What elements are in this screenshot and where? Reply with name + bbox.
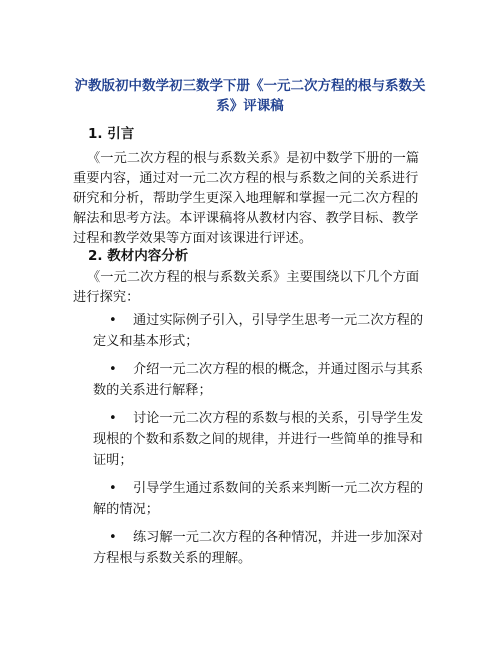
introduction-paragraph: 《一元二次方程的根与系数关系》是初中数学下册的一篇重要内容，通过对一元二次方程的根与系数之间的关系进行研究和分析，帮助学生更深入地理解和掌握一元二次方程的解法和思考方法。本评课稿将从教材内容、教学目标、教学过程和教学效果等方面对该课进行评述。 — [73, 151, 420, 246]
section-heading-content-analysis: 2. 教材内容分析 — [88, 248, 189, 264]
list-item-text: 讨论一元二次方程的系数与根的关系，引导学生发现根的个数和系数之间的规律，并进行一些简单的推导和证明； — [93, 411, 424, 468]
list-item-text: 练习解一元二次方程的各种情况，并进一步加深对方程根与系数关系的理解。 — [93, 530, 424, 566]
section-heading-introduction: 1. 引言 — [88, 126, 135, 142]
bullet-icon: • — [109, 313, 117, 328]
list-item — [93, 478, 431, 520]
list-item — [93, 359, 431, 401]
content-analysis-paragraph: 《一元二次方程的根与系数关系》主要围绕以下几个方面进行探究： — [73, 270, 420, 305]
bullet-icon: • — [109, 362, 117, 377]
bullet-icon: • — [109, 481, 117, 496]
list-item — [93, 408, 431, 471]
list-item — [93, 310, 431, 352]
list-item-text: 介绍一元二次方程的根的概念，并通过图示与其系数的关系进行解释； — [93, 362, 424, 398]
content-analysis-bullet-list — [93, 310, 431, 576]
bullet-icon: • — [109, 411, 117, 426]
list-item-text: 引导学生通过系数间的关系来判断一元二次方程的解的情况； — [93, 481, 424, 517]
document-title: 沪教版初中数学初三数学下册《一元二次方程的根与系数关系》评课稿 — [74, 78, 426, 114]
list-item — [93, 527, 431, 569]
list-item-text: 通过实际例子引入，引导学生思考一元二次方程的定义和基本形式； — [93, 313, 424, 349]
bullet-icon: • — [109, 530, 117, 545]
